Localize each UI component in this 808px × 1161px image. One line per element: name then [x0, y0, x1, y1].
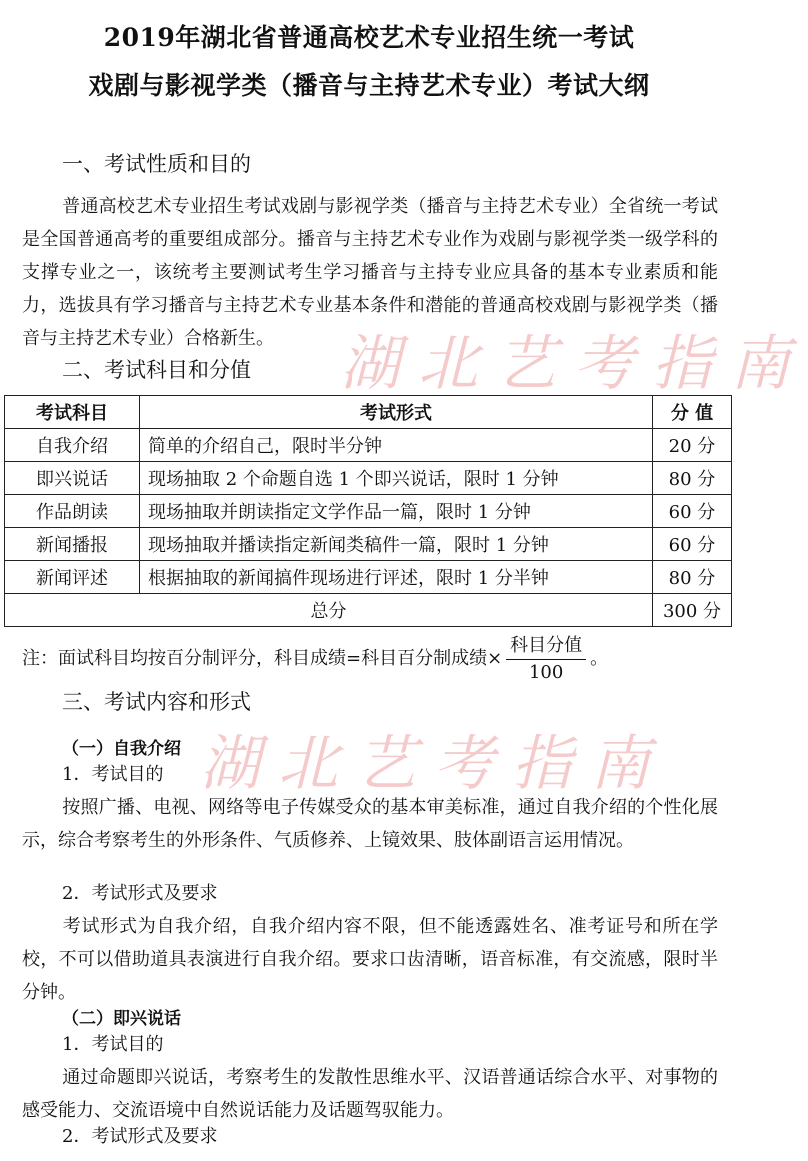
row-score: 20 分 [653, 429, 732, 462]
sub1-item2-label: 2．考试形式及要求 [62, 883, 218, 904]
row-format: 简单的介绍自己，限时半分钟 [140, 429, 653, 462]
row-subject: 新闻评述 [5, 561, 140, 594]
score-note [22, 632, 608, 682]
row-subject: 新闻播报 [5, 528, 140, 561]
sub1-item2-paragraph [22, 910, 718, 1009]
table-row [5, 528, 732, 561]
watermark-text-2: 湖北艺考指南 [200, 729, 668, 799]
section2-heading: 二、考试科目和分值 [62, 358, 251, 382]
row-score: 80 分 [653, 462, 732, 495]
score-table [4, 395, 732, 627]
total-value: 300 分 [653, 594, 732, 627]
sub1-item1-label: 1．考试目的 [62, 764, 164, 785]
row-score: 80 分 [653, 561, 732, 594]
sub2-heading: （二）即兴说话 [62, 1009, 181, 1029]
fraction-denominator: 100 [528, 662, 564, 683]
section1-paragraph [22, 190, 718, 355]
row-score: 60 分 [653, 495, 732, 528]
note-suffix: 。 [590, 648, 609, 669]
header-score: 分 值 [653, 396, 732, 429]
table-row [5, 462, 732, 495]
note-fraction [506, 631, 586, 683]
table-row [5, 429, 732, 462]
table-row [5, 561, 732, 594]
row-format: 现场抽取并播读指定新闻类稿件一篇，限时 1 分钟 [140, 528, 653, 561]
row-subject: 自我介绍 [5, 429, 140, 462]
sub2-item1-paragraph [22, 1061, 718, 1127]
score-table-header [5, 396, 732, 429]
row-score: 60 分 [653, 528, 732, 561]
fraction-numerator: 科目分值 [506, 631, 586, 660]
total-label: 总分 [5, 594, 653, 627]
watermark-text: 湖北艺考指南 [340, 329, 808, 399]
document-title-line2: 戏剧与影视学类（播音与主持艺术专业）考试大纲 [88, 71, 650, 100]
section1-paragraph-text: 普通高校艺术专业招生考试戏剧与影视学类（播音与主持艺术专业）全省统一考试是全国普通高考的重要组成部分。播音与主持艺术专业作为戏剧与影视学类一级学科的支撑专业之一，该统考主要测试考生学习播音与主持专业应具备的基本专业素质和能力，选拔具有学习播音与主持艺术专业基本条件和潜能的普通高校戏剧与影视学类（播音与主持艺术专业）合格新生。 [22, 196, 718, 349]
sub1-item1-paragraph [22, 791, 718, 857]
sub2-item1-label: 1．考试目的 [62, 1034, 164, 1055]
document-title-line1: 2019年湖北省普通高校艺术专业招生统一考试 [103, 23, 635, 52]
sub2-item2-label: 2．考试形式及要求 [62, 1126, 218, 1147]
note-prefix: 注：面试科目均按百分制评分，科目成绩=科目百分制成绩× [22, 648, 503, 669]
header-format: 考试形式 [140, 396, 653, 429]
row-subject: 作品朗读 [5, 495, 140, 528]
table-total-row [5, 594, 732, 627]
sub1-heading: （一）自我介绍 [62, 739, 181, 759]
header-subject: 考试科目 [5, 396, 140, 429]
sub1-item1-text: 按照广播、电视、网络等电子传媒受众的基本审美标准，通过自我介绍的个性化展示，综合考察考生的外形条件、气质修养、上镜效果、肢体副语言运用情况。 [22, 797, 718, 851]
section3-heading: 三、考试内容和形式 [62, 690, 251, 714]
row-format: 根据抽取的新闻搞件现场进行评述，限时 1 分半钟 [140, 561, 653, 594]
table-row [5, 495, 732, 528]
sub2-item1-text: 通过命题即兴说话，考察考生的发散性思维水平、汉语普通话综合水平、对事物的感受能力、交流语境中自然说话能力及话题驾驭能力。 [22, 1067, 718, 1121]
sub1-item2-text: 考试形式为自我介绍，自我介绍内容不限，但不能透露姓名、准考证号和所在学校，不可以借助道具表演进行自我介绍。要求口齿清晰，语音标准，有交流感，限时半分钟。 [22, 916, 718, 1003]
row-format: 现场抽取并朗读指定文学作品一篇，限时 1 分钟 [140, 495, 653, 528]
section1-heading: 一、考试性质和目的 [62, 152, 251, 176]
row-format: 现场抽取 2 个命题自选 1 个即兴说话，限时 1 分钟 [140, 462, 653, 495]
row-subject: 即兴说话 [5, 462, 140, 495]
